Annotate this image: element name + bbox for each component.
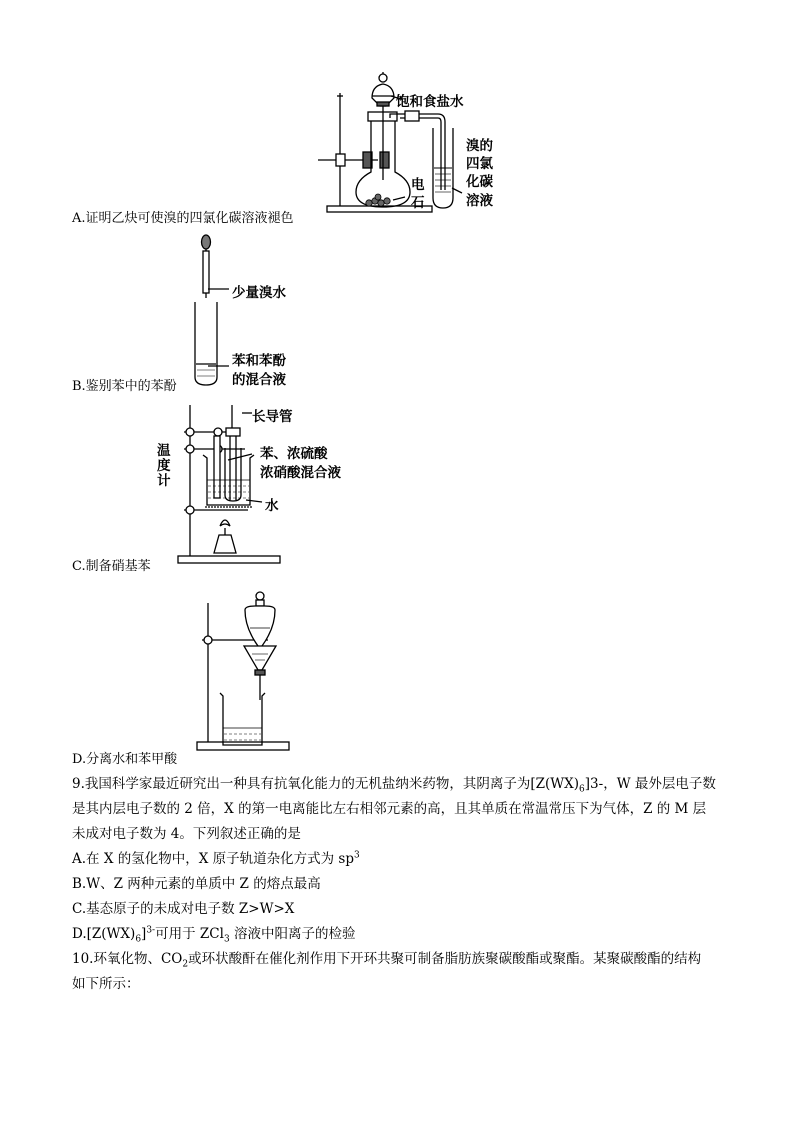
label-reagent-3: 化碳	[466, 174, 493, 190]
label-acids-2: 浓硝酸混合液	[260, 465, 341, 481]
label-reagent-4: 溶液	[466, 193, 493, 209]
label-long-tube: 长导管	[252, 409, 293, 425]
label-brine: 饱和食盐水	[396, 94, 464, 110]
label-reagent-1: 溴的	[466, 138, 493, 154]
label-solid-1: 电	[411, 177, 425, 193]
q9-option-c: C.基态原子的未成对电子数 Z>W>X	[72, 901, 295, 917]
label-thermometer-2: 度	[157, 458, 171, 474]
q10-stem-line-1: 10.环氧化物、$CO_2$或环状酸酐在催化剂作用下开环共聚可制备脂肪族聚碳酸酯或聚酯。某聚碳酸酯的结构	[72, 951, 702, 970]
q9-stem-line-3: 未成对电子数为 4。下列叙述正确的是	[72, 826, 301, 842]
label-solid-2: 石	[411, 195, 425, 211]
label-acids-1: 苯、浓硫酸	[260, 446, 328, 462]
option-b: B.鉴别苯中的苯酚	[72, 379, 177, 394]
option-a: A.证明乙炔可使溴的四氯化碳溶液褪色	[72, 211, 294, 226]
q9-stem-line-1: 9.我国科学家最近研究出一种具有抗氧化能力的无机盐纳米药物，其阴离子为$[Z(WX)_6]3-$，W 最外层电子数	[72, 776, 716, 795]
option-c: C.制备硝基苯	[72, 559, 151, 574]
label-reagent-2: 四氯	[466, 156, 493, 172]
label-mixture-2: 的混合液	[232, 372, 286, 388]
label-thermometer-3: 计	[157, 473, 171, 489]
label-mixture-1: 苯和苯酚	[232, 353, 286, 369]
q9-option-a: A.在 X 的氢化物中，X 原子轨道杂化方式为 $sp^3$	[72, 850, 360, 867]
q9-option-d: $D.[Z(WX)_6]^{3-}$可用于 ZCl$_3$ 溶液中阳离子的检验	[72, 925, 356, 945]
label-thermometer-1: 温	[157, 443, 171, 459]
label-water: 水	[265, 498, 279, 514]
q9-option-b: B.W、Z 两种元素的单质中 Z 的熔点最高	[72, 876, 321, 892]
q10-stem-line-2: 如下所示：	[72, 976, 140, 992]
q9-stem-line-2: 是其内层电子数的 2 倍，X 的第一电离能比左右相邻元素的高，且其单质在常温常压下为气体，Z 的 M 层	[72, 801, 707, 817]
option-d: D.分离水和苯甲酸	[72, 752, 178, 767]
label-bromine-water: 少量溴水	[232, 285, 286, 301]
